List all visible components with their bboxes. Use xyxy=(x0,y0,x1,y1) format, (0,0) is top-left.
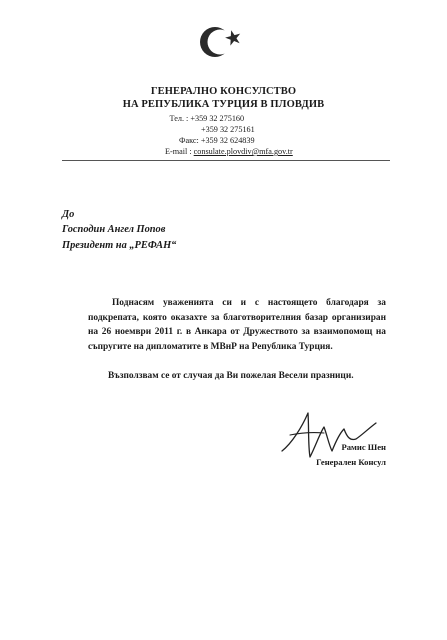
fax-value: +359 32 624839 xyxy=(200,136,255,145)
header-line-1: ГЕНЕРАЛНО КОНСУЛСТВО xyxy=(150,86,297,97)
recipient-name: Господин Ангел Попов xyxy=(62,224,166,235)
body-paragraph: Поднасям уваженията си и с настоящето благодаря за подкрепата, която оказахте за благотворителния базар организиран на 26 ноември 2011 г. в Анкара от Дружеството за взаимопомощ на съпругите на дипломатите в МВнР на Република Турция. xyxy=(88,298,386,352)
tel-1-value: : +359 32 275160 xyxy=(186,114,245,123)
letter-body xyxy=(88,296,386,354)
handwritten-signature-icon xyxy=(272,405,408,463)
contact-fax xyxy=(179,135,255,146)
contact-email xyxy=(165,146,293,157)
fax-label: Факс: xyxy=(179,136,199,145)
email-label: E-mail : xyxy=(165,147,192,156)
signatory-name: Рамис Шен xyxy=(341,442,386,452)
contact-tel-1 xyxy=(150,113,244,124)
header-divider xyxy=(62,160,390,161)
recipient-title: Президент на „РЕФАН“ xyxy=(62,240,177,251)
contact-tel-2: +359 32 275161 xyxy=(201,125,255,134)
tel-label: Тел. xyxy=(169,114,184,123)
header-line-2: НА РЕПУБЛИКА ТУРЦИЯ В ПЛОВДИВ xyxy=(122,99,325,110)
recipient-to: До xyxy=(62,209,75,220)
email-link[interactable]: consulate.plovdiv@mfa.gov.tr xyxy=(193,147,293,156)
signatory-position: Генерален Консул xyxy=(316,457,386,467)
closing-line: Възползвам се от случая да Ви пожелая Весели празници. xyxy=(108,371,354,381)
crescent-star-emblem-icon xyxy=(196,19,246,61)
